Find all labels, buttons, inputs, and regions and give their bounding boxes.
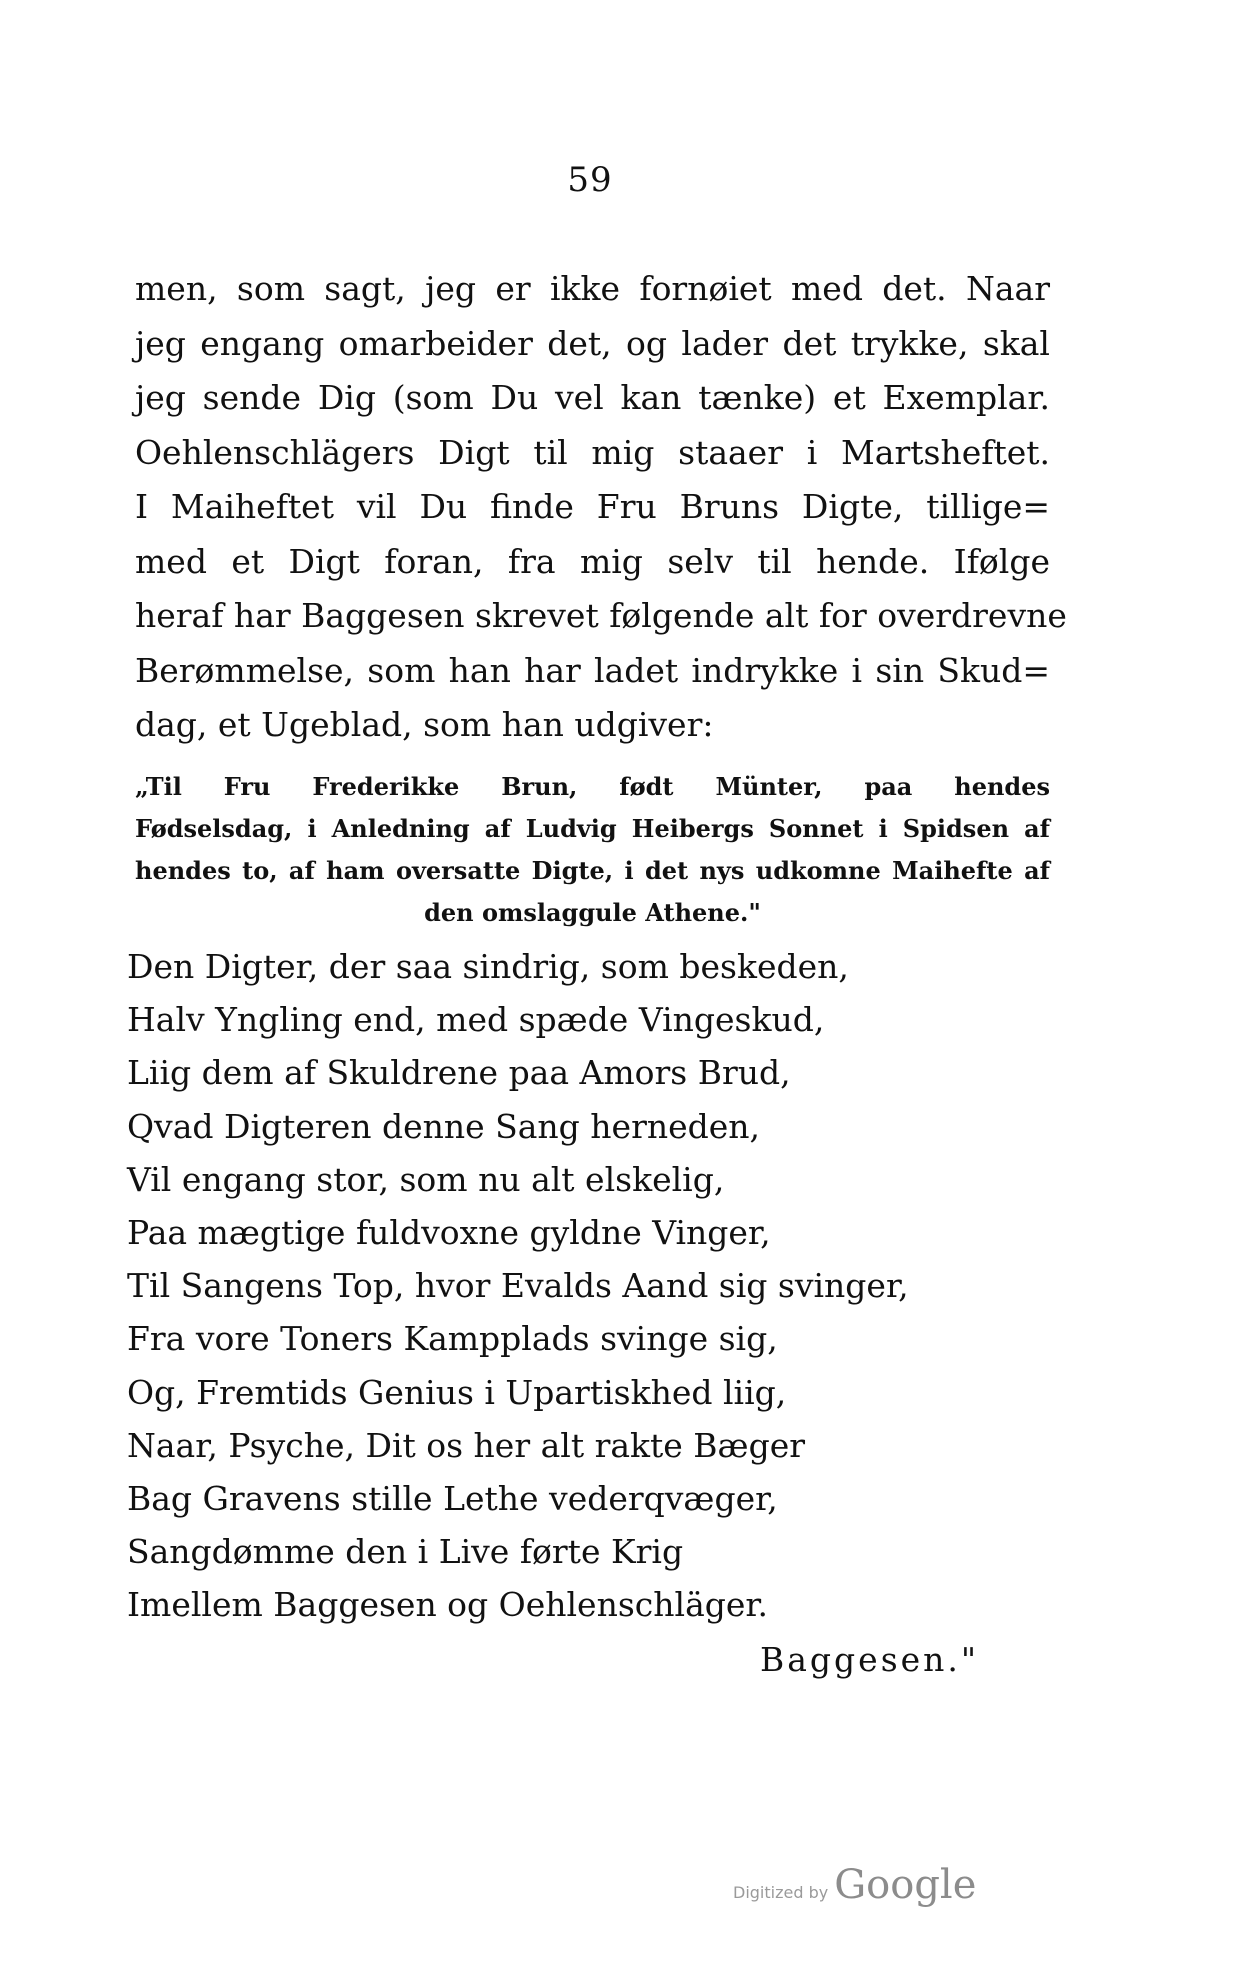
page-number: 59 [567,160,613,200]
poem-verse: Fra vore Toners Kampplads svinge sig, [127,1319,778,1359]
poem-verse: Vil engang stor, som nu alt elskelig, [127,1159,725,1199]
text-line: heraf har Baggesen skrevet følgende alt for overdrevne [135,596,1067,635]
poem-verse: Og, Fremtids Genius i Upartiskhed liig, [127,1372,787,1412]
heading-line: Fødselsdag, i Anledning af Ludvig Heibergs Sonnet i Spidsen af [135,814,1050,843]
digitized-watermark [733,1862,976,1908]
body-text [135,262,1067,753]
watermark-prefix: Digitized by [733,1883,829,1902]
poem [127,940,1077,1632]
poem-verse: Naar, Psyche, Dit os her alt rakte Bæger [127,1425,805,1465]
poem-verse: Bag Gravens stille Lethe vederqvæger, [127,1479,778,1519]
text-line: dag, et Ugeblad, som han udgiver: [135,705,714,744]
heading-line: „Til Fru Frederikke Brun, født Münter, paa hendes [135,772,1050,801]
heading-line: hendes to, af ham oversatte Digte, i det nys udkomne Maihefte af [135,856,1050,885]
text-line: I Maiheftet vil Du finde Fru Bruns Digte, tillige= [135,487,1050,526]
poem-verse: Sangdømme den i Live førte Krig [127,1532,684,1572]
text-line: med et Digt foran, fra mig selv til hende. Ifølge [135,541,1050,581]
poem-verse: Qvad Digteren denne Sang herneden, [127,1106,761,1146]
poem-verse: Til Sangens Top, hvor Evalds Aand sig svinger, [127,1266,909,1306]
text-line: Berømmelse, som han har ladet indrykke i sin Skud= [135,650,1050,690]
poem-heading [135,766,1050,934]
text-line: Oehlenschlägers Digt til mig staaer i Martsheftet. [135,432,1050,472]
heading-line: den omslaggule Athene." [424,898,761,927]
text-line: jeg sende Dig (som Du vel kan tænke) et Exemplar. [135,378,1050,417]
poem-verse: Liig dem af Skuldrene paa Amors Brud, [127,1053,791,1093]
poem-verse: Halv Yngling end, med spæde Vingeskud, [127,1000,825,1040]
poem-verse: Paa mægtige fuldvoxne gyldne Vinger, [127,1213,771,1253]
signature: Baggesen." [760,1640,980,1679]
text-line: men, som sagt, jeg er ikke fornøiet med det. Naar [135,269,1050,308]
poem-verse: Den Digter, der saa sindrig, som beskeden, [127,947,849,986]
poem-verse: Imellem Baggesen og Oehlenschläger. [127,1585,769,1625]
text-line: jeg engang omarbeider det, og lader det trykke, skal [135,323,1050,363]
google-logo: Google [834,1862,977,1908]
